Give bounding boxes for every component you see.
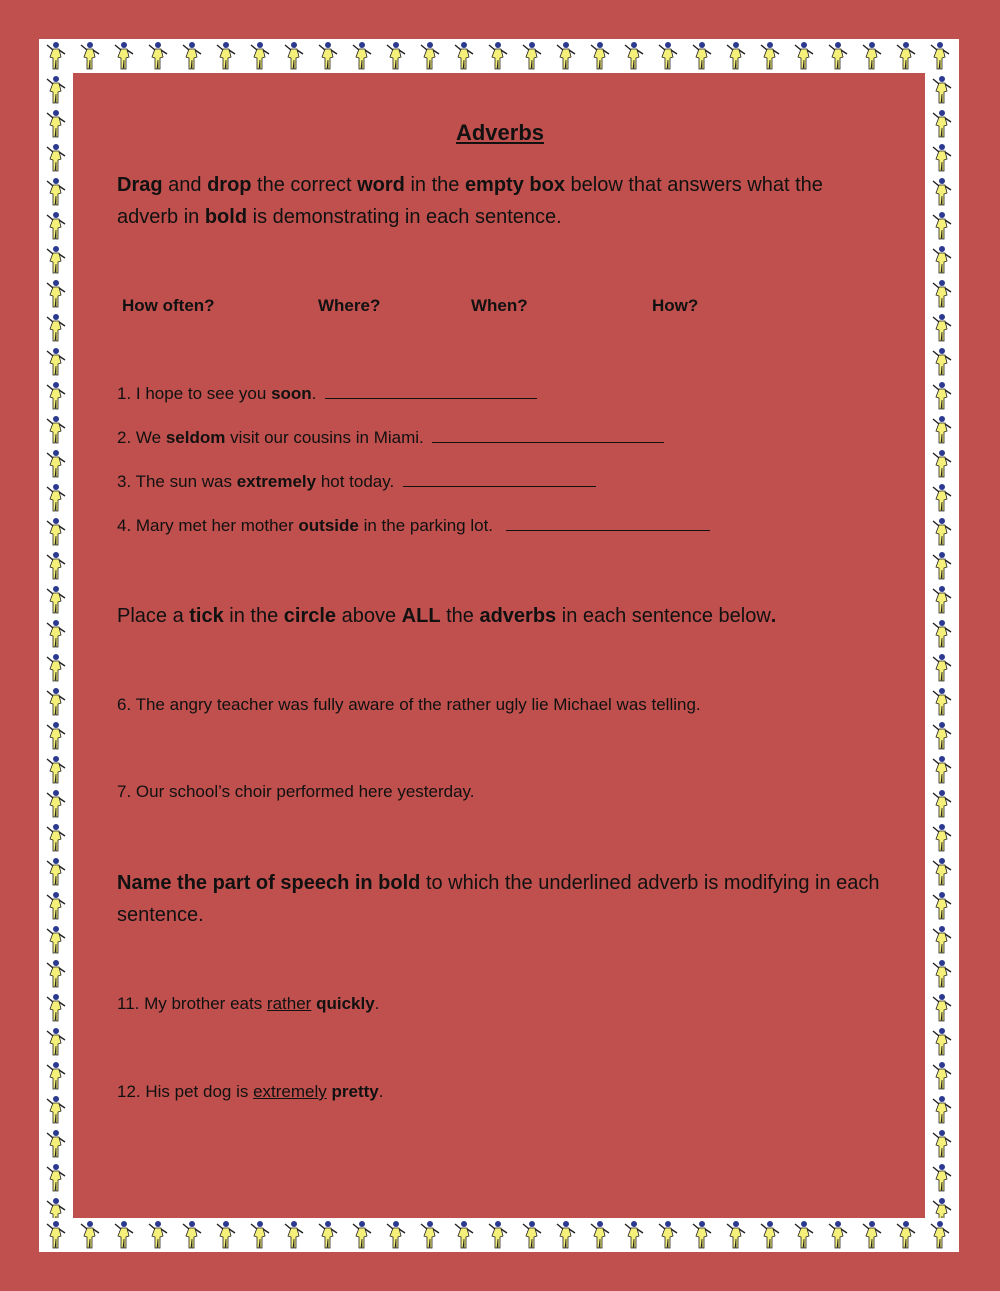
clipart-figure-icon — [452, 41, 476, 71]
part-of-speech-instruction: Name the part of speech in bold to which the underlined adverb is modifying in each sentence. — [117, 872, 880, 926]
clipart-figure-icon — [930, 245, 954, 275]
clipart-figure-icon — [44, 483, 68, 513]
clipart-figure-icon — [44, 279, 68, 309]
clipart-figure-icon — [930, 993, 954, 1023]
clipart-figure-icon — [930, 1163, 954, 1193]
page-title: Adverbs — [455, 120, 545, 145]
sentence-7: 7. Our school’s choir performed here yesterday. — [117, 782, 475, 801]
clipart-figure-icon — [44, 313, 68, 343]
clipart-figure-icon — [930, 211, 954, 241]
clipart-figure-icon — [78, 1220, 102, 1250]
clipart-figure-icon — [44, 789, 68, 819]
clipart-figure-icon — [44, 585, 68, 615]
clipart-figure-icon — [452, 1220, 476, 1250]
clipart-figure-icon — [44, 993, 68, 1023]
clipart-figure-icon — [316, 1220, 340, 1250]
clipart-figure-icon — [860, 41, 884, 71]
clipart-figure-icon — [146, 41, 170, 71]
border-bottom — [39, 1218, 959, 1252]
clipart-figure-icon — [44, 653, 68, 683]
clipart-figure-icon — [384, 41, 408, 71]
clipart-figure-icon — [44, 823, 68, 853]
clipart-figure-icon — [930, 653, 954, 683]
clipart-figure-icon — [930, 1129, 954, 1159]
clipart-figure-icon — [928, 1220, 952, 1250]
clipart-figure-icon — [826, 1220, 850, 1250]
clipart-figure-icon — [112, 41, 136, 71]
clipart-figure-icon — [214, 41, 238, 71]
clipart-figure-icon — [930, 721, 954, 751]
clipart-figure-icon — [44, 925, 68, 955]
word-bank-how[interactable]: How? — [652, 296, 699, 315]
border-right — [925, 73, 959, 1218]
border-left — [39, 73, 73, 1218]
clipart-figure-icon — [622, 41, 646, 71]
clipart-figure-icon — [554, 1220, 578, 1250]
sentence-1: 1. I hope to see you soon. — [117, 384, 537, 404]
clipart-figure-icon — [588, 41, 612, 71]
clipart-figure-icon — [350, 1220, 374, 1250]
clipart-figure-icon — [930, 857, 954, 887]
clipart-figure-icon — [930, 551, 954, 581]
sentence-11: 11. My brother eats rather quickly. — [117, 994, 380, 1013]
clipart-figure-icon — [78, 41, 102, 71]
clipart-figure-icon — [418, 1220, 442, 1250]
sentence-12: 12. His pet dog is extremely pretty. — [117, 1082, 384, 1101]
clipart-figure-icon — [690, 1220, 714, 1250]
clipart-figure-icon — [44, 959, 68, 989]
clipart-figure-icon — [930, 381, 954, 411]
clipart-figure-icon — [44, 619, 68, 649]
clipart-figure-icon — [826, 41, 850, 71]
drag-drop-instruction: Drag and drop the correct word in the empty box below that answers what the adverb in bold is demonstrating in each sentence. — [117, 174, 823, 228]
clipart-figure-icon — [588, 1220, 612, 1250]
clipart-figure-icon — [622, 1220, 646, 1250]
clipart-figure-icon — [44, 1129, 68, 1159]
clipart-figure-icon — [930, 789, 954, 819]
clipart-figure-icon — [44, 721, 68, 751]
clipart-figure-icon — [44, 449, 68, 479]
clipart-figure-icon — [44, 551, 68, 581]
sentence-2: 2. We seldom visit our cousins in Miami. — [117, 428, 664, 448]
clipart-figure-icon — [758, 41, 782, 71]
clipart-figure-icon — [724, 1220, 748, 1250]
clipart-figure-icon — [180, 1220, 204, 1250]
clipart-figure-icon — [930, 313, 954, 343]
clipart-figure-icon — [656, 1220, 680, 1250]
answer-box-3[interactable] — [403, 472, 596, 487]
clipart-figure-icon — [44, 143, 68, 173]
clipart-figure-icon — [44, 1197, 68, 1218]
word-bank-when[interactable]: When? — [471, 296, 528, 315]
clipart-figure-icon — [44, 415, 68, 445]
clipart-figure-icon — [930, 1197, 954, 1218]
clipart-figure-icon — [44, 245, 68, 275]
clipart-figure-icon — [44, 41, 68, 71]
word-bank-where[interactable]: Where? — [318, 296, 381, 315]
clipart-figure-icon — [930, 1027, 954, 1057]
answer-box-1[interactable] — [325, 384, 537, 399]
worksheet-body — [73, 73, 925, 1218]
clipart-figure-icon — [44, 1027, 68, 1057]
clipart-figure-icon — [930, 959, 954, 989]
clipart-figure-icon — [930, 347, 954, 377]
clipart-figure-icon — [44, 177, 68, 207]
clipart-figure-icon — [44, 1061, 68, 1091]
clipart-figure-icon — [930, 823, 954, 853]
clipart-figure-icon — [350, 41, 374, 71]
clipart-figure-icon — [930, 449, 954, 479]
clipart-figure-icon — [44, 211, 68, 241]
clipart-figure-icon — [930, 177, 954, 207]
clipart-figure-icon — [894, 1220, 918, 1250]
clipart-figure-icon — [384, 1220, 408, 1250]
clipart-figure-icon — [214, 1220, 238, 1250]
clipart-figure-icon — [860, 1220, 884, 1250]
clipart-figure-icon — [44, 347, 68, 377]
clipart-figure-icon — [930, 143, 954, 173]
clipart-figure-icon — [44, 381, 68, 411]
clipart-figure-icon — [180, 41, 204, 71]
clipart-figure-icon — [930, 1061, 954, 1091]
clipart-figure-icon — [930, 415, 954, 445]
border-top — [39, 39, 959, 73]
clipart-figure-icon — [930, 483, 954, 513]
clipart-figure-icon — [112, 1220, 136, 1250]
clipart-figure-icon — [520, 41, 544, 71]
clipart-figure-icon — [44, 517, 68, 547]
clipart-figure-icon — [44, 755, 68, 785]
clipart-figure-icon — [930, 517, 954, 547]
clipart-figure-icon — [44, 891, 68, 921]
clipart-figure-icon — [930, 75, 954, 105]
sentence-4: 4. Mary met her mother outside in the parking lot. — [117, 516, 710, 536]
clipart-figure-icon — [282, 1220, 306, 1250]
clipart-figure-icon — [930, 1095, 954, 1125]
clipart-figure-icon — [930, 755, 954, 785]
clipart-figure-icon — [930, 687, 954, 717]
clipart-figure-icon — [44, 857, 68, 887]
clipart-figure-icon — [418, 41, 442, 71]
clipart-figure-icon — [930, 891, 954, 921]
clipart-figure-icon — [44, 1095, 68, 1125]
answer-box-4[interactable] — [506, 516, 710, 531]
clipart-figure-icon — [554, 41, 578, 71]
answer-box-2[interactable] — [432, 428, 664, 443]
clipart-figure-icon — [724, 41, 748, 71]
clipart-figure-icon — [930, 279, 954, 309]
tick-instruction: Place a tick in the circle above ALL the adverbs in each sentence below. — [117, 605, 777, 627]
clipart-figure-icon — [894, 41, 918, 71]
clipart-figure-icon — [146, 1220, 170, 1250]
clipart-figure-icon — [656, 41, 680, 71]
word-bank-how-often[interactable]: How often? — [122, 296, 215, 315]
clipart-figure-icon — [486, 1220, 510, 1250]
clipart-figure-icon — [930, 925, 954, 955]
clipart-figure-icon — [44, 1163, 68, 1193]
clipart-figure-icon — [758, 1220, 782, 1250]
clipart-figure-icon — [248, 41, 272, 71]
sentence-3: 3. The sun was extremely hot today. — [117, 472, 596, 492]
clipart-figure-icon — [928, 41, 952, 71]
clipart-figure-icon — [792, 41, 816, 71]
clipart-figure-icon — [44, 687, 68, 717]
clipart-figure-icon — [44, 1220, 68, 1250]
clipart-figure-icon — [316, 41, 340, 71]
clipart-figure-icon — [520, 1220, 544, 1250]
clipart-figure-icon — [248, 1220, 272, 1250]
clipart-figure-icon — [486, 41, 510, 71]
sentence-6: 6. The angry teacher was fully aware of the rather ugly lie Michael was telling. — [117, 695, 701, 714]
clipart-figure-icon — [282, 41, 306, 71]
clipart-figure-icon — [690, 41, 714, 71]
clipart-figure-icon — [792, 1220, 816, 1250]
clipart-figure-icon — [930, 585, 954, 615]
clipart-figure-icon — [930, 619, 954, 649]
clipart-figure-icon — [44, 75, 68, 105]
